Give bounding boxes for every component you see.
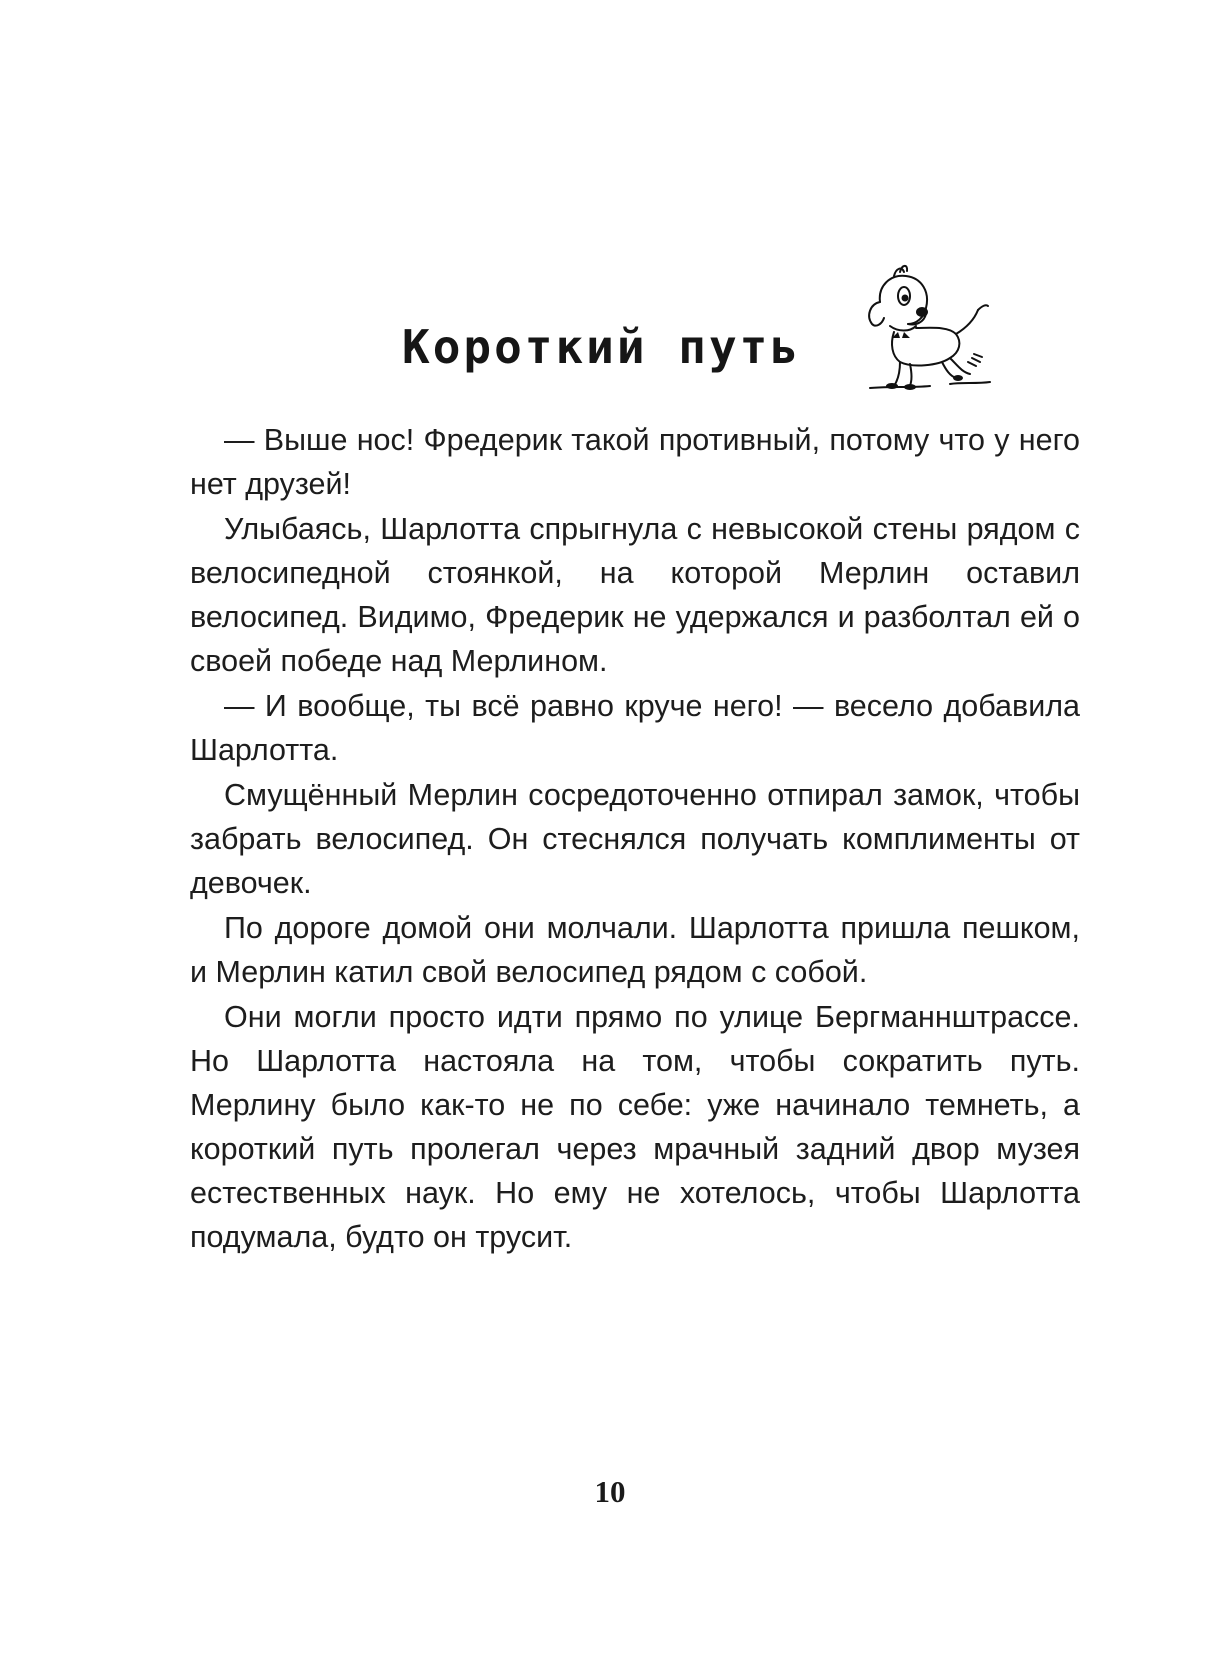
chapter-header (380, 262, 1020, 402)
paragraph: Улыбаясь, Шарлотта спрыгнула с невысокой стены рядом с велосипедной стоянкой, на которой Мерлин оставил велосипед. Видимо, Фредерик не удержался и разболтал ей о своей победе над Мерлином. (190, 512, 1080, 678)
paragraph: Смущённый Мерлин сосредоточенно отпирал замок, чтобы забрать велосипед. Он стеснялся получать комплименты от девочек. (190, 778, 1080, 900)
chapter-body (190, 418, 1080, 1259)
chapter-title: Короткий путь (402, 320, 802, 374)
paragraph: — Выше нос! Фредерик такой противный, потому что у него нет друзей! (190, 423, 1080, 501)
paragraph: По дороге домой они молчали. Шарлотта пришла пешком, и Мерлин катил свой велосипед рядом с собой. (190, 911, 1080, 989)
dog-illustration-icon (850, 262, 1000, 392)
paragraph: Они могли просто идти прямо по улице Бергманнштрассе. Но Шарлотта настояла на том, чтобы сократить путь. Мерлину было как-то не по себе: уже начинало темнеть, а короткий путь пролегал через мрачный задний двор музея естественных наук. Но ему не хотелось, чтобы Шарлотта подумала, будто он трусит. (190, 1000, 1080, 1254)
paragraph: — И вообще, ты всё равно круче него! — весело добавила Шарлотта. (190, 689, 1080, 767)
page-number: 10 (594, 1474, 626, 1509)
